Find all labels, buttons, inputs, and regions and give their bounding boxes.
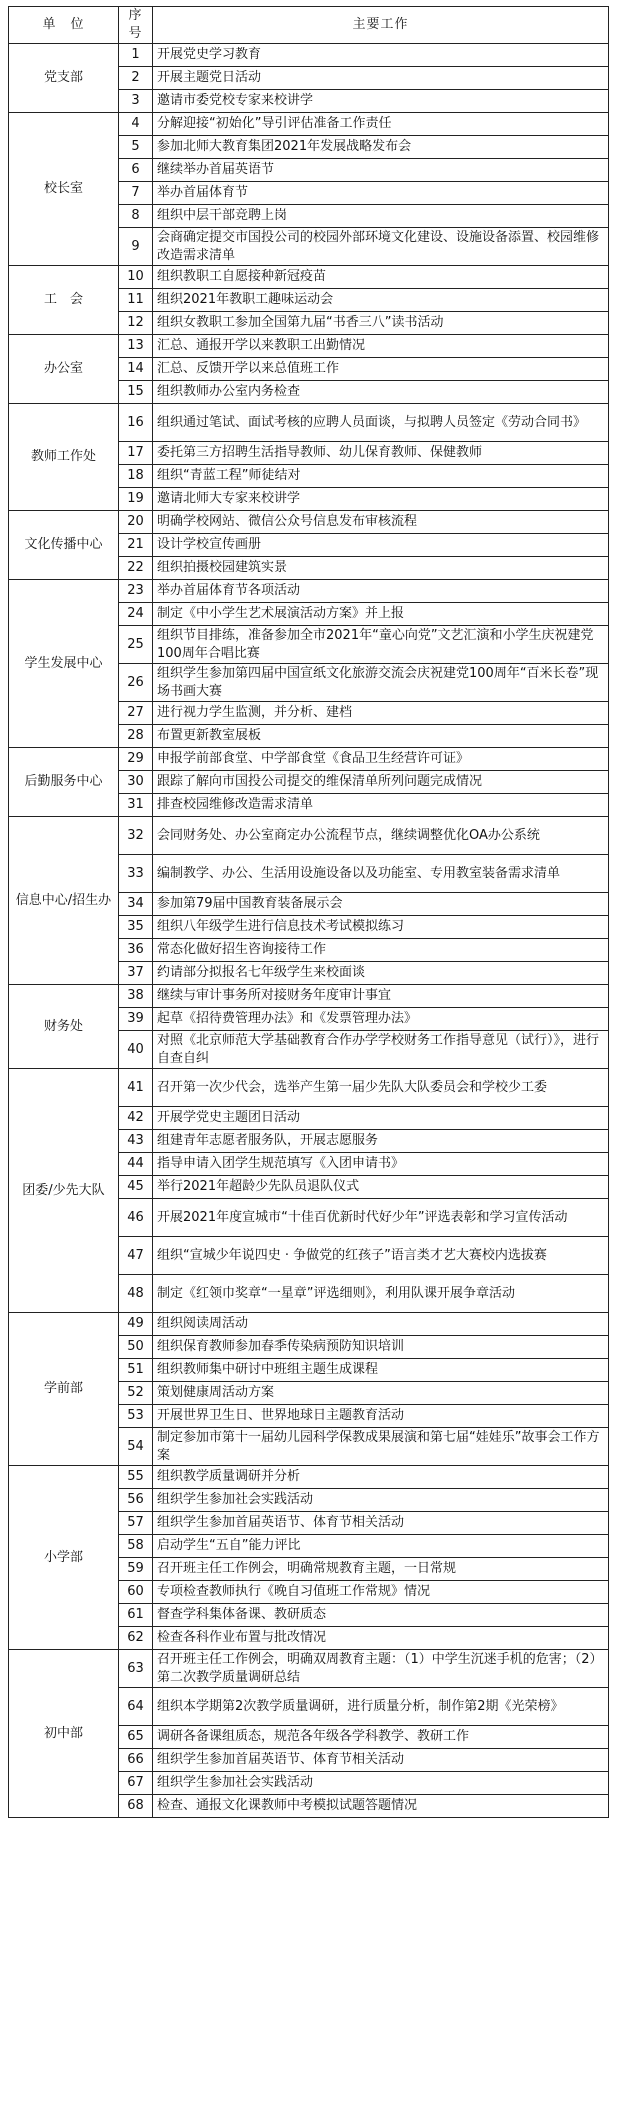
- unit-cell: 学生发展中心: [9, 580, 119, 748]
- work-item-text: 开展2021年度宣城市“十佳百优新时代好少年”评选表彰和学习宣传活动: [153, 1199, 609, 1237]
- work-item-text: 制定参加市第十一届幼儿园科学保教成果展演和第七届“娃娃乐”故事会工作方案: [153, 1428, 609, 1466]
- item-number: 59: [119, 1558, 153, 1581]
- item-number: 33: [119, 855, 153, 893]
- table-body: [9, 44, 609, 1818]
- item-number: 39: [119, 1008, 153, 1031]
- work-item-text: 编制教学、办公、生活用设施设备以及功能室、专用教室装备需求清单: [153, 855, 609, 893]
- work-item-text: 组织学生参加首届英语节、体育节相关活动: [153, 1512, 609, 1535]
- item-number: 51: [119, 1359, 153, 1382]
- work-item-text: 约请部分拟报名七年级学生来校面谈: [153, 962, 609, 985]
- work-item-text: 申报学前部食堂、中学部食堂《食品卫生经营许可证》: [153, 748, 609, 771]
- item-number: 41: [119, 1069, 153, 1107]
- work-item-text: 组织本学期第2次教学质量调研，进行质量分析，制作第2期《光荣榜》: [153, 1688, 609, 1726]
- header-work: 主要工作: [153, 7, 609, 44]
- work-item-text: 策划健康周活动方案: [153, 1382, 609, 1405]
- item-number: 37: [119, 962, 153, 985]
- work-item-text: 常态化做好招生咨询接待工作: [153, 939, 609, 962]
- item-number: 25: [119, 626, 153, 664]
- unit-cell: 信息中心/招生办: [9, 817, 119, 985]
- item-number: 1: [119, 44, 153, 67]
- table-row: [9, 1466, 609, 1489]
- work-item-text: 开展世界卫生日、世界地球日主题教育活动: [153, 1405, 609, 1428]
- work-item-text: 邀请北师大专家来校讲学: [153, 488, 609, 511]
- work-item-text: 开展党史学习教育: [153, 44, 609, 67]
- work-item-text: 排查校园维修改造需求清单: [153, 794, 609, 817]
- item-number: 54: [119, 1428, 153, 1466]
- table-row: [9, 44, 609, 67]
- unit-cell: 教师工作处: [9, 404, 119, 511]
- work-item-text: 组织教师集中研讨中班组主题生成课程: [153, 1359, 609, 1382]
- work-item-text: 组织八年级学生进行信息技术考试模拟练习: [153, 916, 609, 939]
- item-number: 18: [119, 465, 153, 488]
- item-number: 3: [119, 90, 153, 113]
- work-item-text: 专项检查教师执行《晚自习值班工作常规》情况: [153, 1581, 609, 1604]
- work-item-text: 举办首届体育节各项活动: [153, 580, 609, 603]
- item-number: 7: [119, 182, 153, 205]
- item-number: 64: [119, 1688, 153, 1726]
- item-number: 57: [119, 1512, 153, 1535]
- item-number: 2: [119, 67, 153, 90]
- work-item-text: 参加第79届中国教育装备展示会: [153, 893, 609, 916]
- table-row: [9, 335, 609, 358]
- work-plan-table: [8, 6, 609, 1818]
- header-unit: 单 位: [9, 7, 119, 44]
- unit-cell: 学前部: [9, 1313, 119, 1466]
- work-item-text: 组织教职工自愿接种新冠疫苗: [153, 266, 609, 289]
- work-item-text: 组织教学质量调研并分析: [153, 1466, 609, 1489]
- work-item-text: 调研各备课组质态，规范各年级各学科教学、教研工作: [153, 1726, 609, 1749]
- item-number: 67: [119, 1772, 153, 1795]
- work-item-text: 组织2021年教职工趣味运动会: [153, 289, 609, 312]
- work-item-text: 召开班主任工作例会，明确常规教育主题，一日常规: [153, 1558, 609, 1581]
- item-number: 13: [119, 335, 153, 358]
- item-number: 52: [119, 1382, 153, 1405]
- table-row: [9, 511, 609, 534]
- work-item-text: 检查各科作业布置与批改情况: [153, 1627, 609, 1650]
- work-item-text: 制定《红领巾奖章“一星章”评选细则》，利用队课开展争章活动: [153, 1275, 609, 1313]
- item-number: 29: [119, 748, 153, 771]
- unit-cell: 小学部: [9, 1466, 119, 1650]
- item-number: 15: [119, 381, 153, 404]
- item-number: 10: [119, 266, 153, 289]
- work-item-text: 会商确定提交市国投公司的校园外部环境文化建设、设施设备添置、校园维修改造需求清单: [153, 228, 609, 266]
- item-number: 55: [119, 1466, 153, 1489]
- work-item-text: 组织学生参加社会实践活动: [153, 1489, 609, 1512]
- work-item-text: 邀请市委党校专家来校讲学: [153, 90, 609, 113]
- work-item-text: 召开班主任工作例会，明确双周教育主题：（1）中学生沉迷手机的危害；（2）第二次教学质量调研总结: [153, 1650, 609, 1688]
- work-item-text: 明确学校网站、微信公众号信息发布审核流程: [153, 511, 609, 534]
- table-row: [9, 1650, 609, 1688]
- item-number: 53: [119, 1405, 153, 1428]
- unit-cell: 团委/少先大队: [9, 1069, 119, 1313]
- work-item-text: 起草《招待费管理办法》和《发票管理办法》: [153, 1008, 609, 1031]
- work-item-text: 组织教师办公室内务检查: [153, 381, 609, 404]
- work-item-text: 会同财务处、办公室商定办公流程节点，继续调整优化OA办公系统: [153, 817, 609, 855]
- item-number: 61: [119, 1604, 153, 1627]
- item-number: 19: [119, 488, 153, 511]
- work-item-text: 汇总、反馈开学以来总值班工作: [153, 358, 609, 381]
- item-number: 66: [119, 1749, 153, 1772]
- work-item-text: 组织学生参加第四届中国宣纸文化旅游交流会庆祝建党100周年“百米长卷”现场书画大赛: [153, 664, 609, 702]
- item-number: 28: [119, 725, 153, 748]
- work-item-text: 继续与审计事务所对接财务年度审计事宜: [153, 985, 609, 1008]
- item-number: 5: [119, 136, 153, 159]
- work-item-text: 继续举办首届英语节: [153, 159, 609, 182]
- work-item-text: 跟踪了解向市国投公司提交的维保清单所列问题完成情况: [153, 771, 609, 794]
- work-item-text: 指导申请入团学生规范填写《入团申请书》: [153, 1153, 609, 1176]
- work-item-text: 设计学校宣传画册: [153, 534, 609, 557]
- table-row: [9, 1069, 609, 1107]
- table-row: [9, 266, 609, 289]
- work-item-text: 启动学生“五自”能力评比: [153, 1535, 609, 1558]
- work-item-text: 组织保育教师参加春季传染病预防知识培训: [153, 1336, 609, 1359]
- item-number: 21: [119, 534, 153, 557]
- item-number: 50: [119, 1336, 153, 1359]
- item-number: 9: [119, 228, 153, 266]
- work-item-text: 检查、通报文化课教师中考模拟试题答题情况: [153, 1795, 609, 1818]
- item-number: 11: [119, 289, 153, 312]
- unit-cell: 工 会: [9, 266, 119, 335]
- work-item-text: 制定《中小学生艺术展演活动方案》并上报: [153, 603, 609, 626]
- item-number: 6: [119, 159, 153, 182]
- table-row: [9, 404, 609, 442]
- item-number: 26: [119, 664, 153, 702]
- work-item-text: 组织学生参加社会实践活动: [153, 1772, 609, 1795]
- item-number: 44: [119, 1153, 153, 1176]
- item-number: 23: [119, 580, 153, 603]
- item-number: 20: [119, 511, 153, 534]
- work-item-text: 组织中层干部竞聘上岗: [153, 205, 609, 228]
- work-item-text: 举办首届体育节: [153, 182, 609, 205]
- work-item-text: 组织学生参加首届英语节、体育节相关活动: [153, 1749, 609, 1772]
- work-item-text: 汇总、通报开学以来教职工出勤情况: [153, 335, 609, 358]
- item-number: 58: [119, 1535, 153, 1558]
- item-number: 42: [119, 1107, 153, 1130]
- work-item-text: 督查学科集体备课、教研质态: [153, 1604, 609, 1627]
- unit-cell: 文化传播中心: [9, 511, 119, 580]
- item-number: 8: [119, 205, 153, 228]
- work-item-text: 对照《北京师范大学基础教育合作办学学校财务工作指导意见（试行）》，进行自查自纠: [153, 1031, 609, 1069]
- item-number: 43: [119, 1130, 153, 1153]
- unit-cell: 党支部: [9, 44, 119, 113]
- work-item-text: 举行2021年超龄少先队员退队仪式: [153, 1176, 609, 1199]
- work-item-text: 组织“青蓝工程”师徒结对: [153, 465, 609, 488]
- item-number: 31: [119, 794, 153, 817]
- item-number: 46: [119, 1199, 153, 1237]
- work-item-text: 开展主题党日活动: [153, 67, 609, 90]
- item-number: 40: [119, 1031, 153, 1069]
- work-item-text: 组织节目排练，准备参加全市2021年“童心向党”文艺汇演和小学生庆祝建党100周年合唱比赛: [153, 626, 609, 664]
- table-row: [9, 580, 609, 603]
- item-number: 47: [119, 1237, 153, 1275]
- work-item-text: 组建青年志愿者服务队，开展志愿服务: [153, 1130, 609, 1153]
- work-item-text: 组织女教职工参加全国第九届“书香三八”读书活动: [153, 312, 609, 335]
- header-num: 序号: [119, 7, 153, 44]
- item-number: 35: [119, 916, 153, 939]
- item-number: 17: [119, 442, 153, 465]
- table-row: [9, 817, 609, 855]
- work-item-text: 委托第三方招聘生活指导教师、幼儿保育教师、保健教师: [153, 442, 609, 465]
- unit-cell: 初中部: [9, 1650, 119, 1818]
- item-number: 68: [119, 1795, 153, 1818]
- item-number: 49: [119, 1313, 153, 1336]
- item-number: 38: [119, 985, 153, 1008]
- work-item-text: 组织“宣城少年说四史 · 争做党的红孩子”语言类才艺大赛校内选拔赛: [153, 1237, 609, 1275]
- item-number: 45: [119, 1176, 153, 1199]
- unit-cell: 校长室: [9, 113, 119, 266]
- work-item-text: 开展学党史主题团日活动: [153, 1107, 609, 1130]
- work-item-text: 参加北师大教育集团2021年发展战略发布会: [153, 136, 609, 159]
- item-number: 24: [119, 603, 153, 626]
- item-number: 32: [119, 817, 153, 855]
- item-number: 48: [119, 1275, 153, 1313]
- table-row: [9, 1313, 609, 1336]
- item-number: 16: [119, 404, 153, 442]
- work-item-text: 召开第一次少代会，选举产生第一届少先队大队委员会和学校少工委: [153, 1069, 609, 1107]
- table-row: [9, 748, 609, 771]
- item-number: 27: [119, 702, 153, 725]
- unit-cell: 财务处: [9, 985, 119, 1069]
- item-number: 65: [119, 1726, 153, 1749]
- item-number: 30: [119, 771, 153, 794]
- table-row: [9, 985, 609, 1008]
- item-number: 56: [119, 1489, 153, 1512]
- item-number: 36: [119, 939, 153, 962]
- item-number: 62: [119, 1627, 153, 1650]
- work-item-text: 分解迎接“初始化”导引评估准备工作责任: [153, 113, 609, 136]
- table-header-row: [9, 7, 609, 44]
- item-number: 63: [119, 1650, 153, 1688]
- item-number: 12: [119, 312, 153, 335]
- unit-cell: 后勤服务中心: [9, 748, 119, 817]
- work-item-text: 进行视力学生监测，并分析、建档: [153, 702, 609, 725]
- table-row: [9, 113, 609, 136]
- item-number: 60: [119, 1581, 153, 1604]
- item-number: 34: [119, 893, 153, 916]
- work-item-text: 组织拍摄校园建筑实景: [153, 557, 609, 580]
- work-item-text: 组织通过笔试、面试考核的应聘人员面谈，与拟聘人员签定《劳动合同书》: [153, 404, 609, 442]
- item-number: 14: [119, 358, 153, 381]
- item-number: 4: [119, 113, 153, 136]
- unit-cell: 办公室: [9, 335, 119, 404]
- item-number: 22: [119, 557, 153, 580]
- work-item-text: 组织阅读周活动: [153, 1313, 609, 1336]
- work-item-text: 布置更新教室展板: [153, 725, 609, 748]
